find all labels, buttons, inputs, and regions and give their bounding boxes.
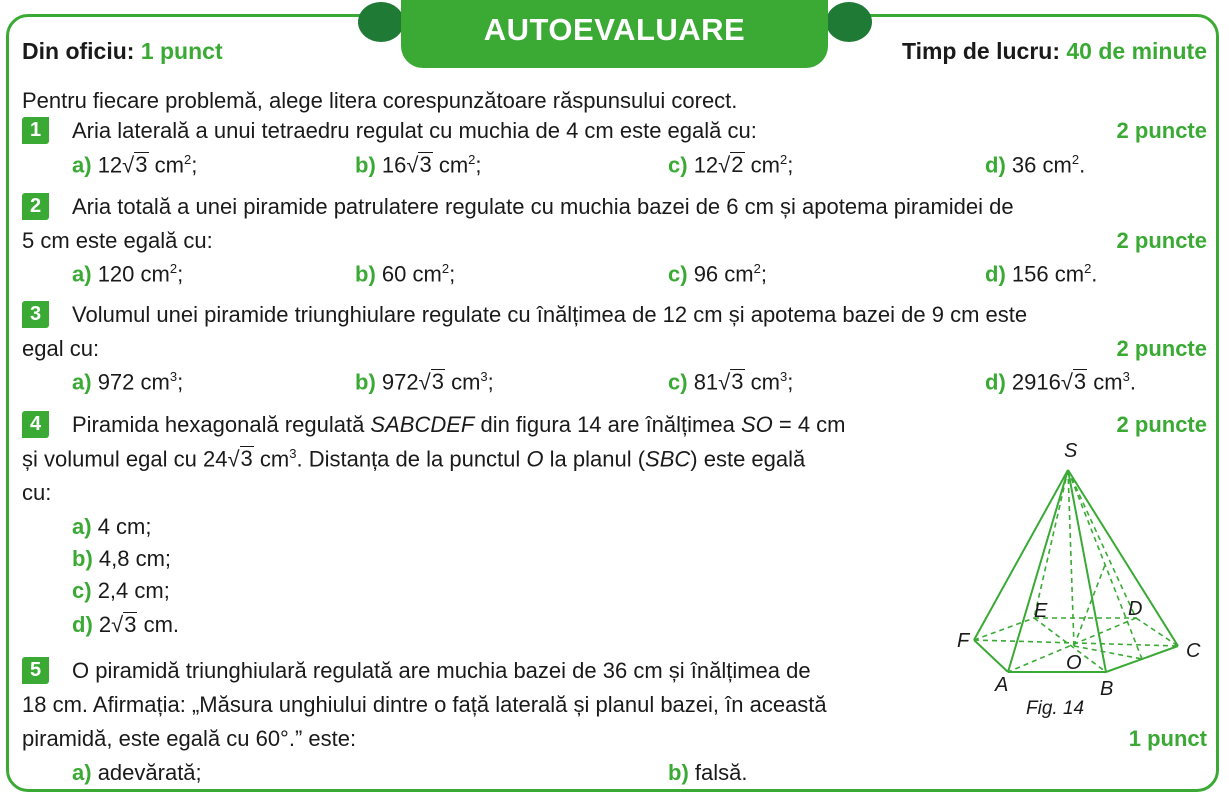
problem-5-badge: 5 [22, 657, 49, 684]
problem-1-option-d[interactable]: d) 36 $cm^2$. [985, 152, 1086, 178]
timp-label: Timp de lucru: [901, 38, 1060, 64]
problem-3-option-c[interactable]: c) 81√3 $cm^3$; [668, 369, 794, 395]
apothem-OM [1074, 646, 1142, 659]
vertex-O: O [1066, 652, 1082, 674]
problem-5-text-2: 18 cm. Afirmația: „Măsura unghiului dintre o față laterală și planul bazei, în această [22, 692, 827, 717]
vertex-B: B [1100, 678, 1114, 700]
problem-5-text-1: O piramidă triunghiulară regulată are muchia bazei de 36 cm și înălțimea de [72, 658, 811, 683]
problem-2-option-d[interactable]: d) 156 $cm^2$. [985, 261, 1098, 287]
problem-4-text-2: și volumul egal cu 24√3 $cm^3$. Distanța de la punctul O la planul (SBC) este egală [22, 446, 806, 472]
instruction: Pentru fiecare problemă, alege litera corespunzătoare răspunsului corect. [22, 88, 738, 113]
tab-ear-left [358, 2, 404, 42]
problem-1-option-b[interactable]: b) 16√3 $cm^2$; [355, 152, 482, 178]
problem-5-points: 1 punct [1128, 726, 1207, 751]
figure-caption: Fig. 14 [1026, 698, 1085, 719]
problem-1-option-a[interactable]: a) 12√3 $cm^2$; [72, 152, 198, 178]
problem-1-option-c[interactable]: c) 12√2 $cm^2$; [668, 152, 794, 178]
problem-5-text-3: piramidă, este egală cu 60°.” este: [22, 726, 357, 751]
problem-1-badge: 1 [22, 117, 49, 144]
problem-3-text-1: Volumul unei piramide triunghiulare regulate cu înălțimea de 12 cm și apotema bazei de 9 cm este [72, 302, 1028, 327]
problem-4-text-1: Piramida hexagonală regulată SABCDEF din figura 14 are înălțimea SO = 4 cm [72, 412, 846, 437]
page-title: AUTOEVALUARE [483, 12, 746, 47]
vertex-E: E [1034, 600, 1048, 622]
vertex-C: C [1186, 640, 1201, 662]
problem-2-text-1: Aria totală a unei piramide patrulatere regulate cu muchia bazei de 6 cm și apotema piramidei de [72, 194, 1014, 219]
vertex-A: A [995, 674, 1009, 696]
problem-4-option-a[interactable]: a) 4 cm; [72, 514, 152, 539]
problem-2-badge: 2 [22, 193, 49, 220]
vertex-D: D [1128, 598, 1143, 620]
problem-2-option-c[interactable]: c) 96 $cm^2$; [668, 261, 767, 287]
problem-3-badge: 3 [22, 301, 49, 328]
edge-SF [974, 470, 1068, 640]
problem-4-badge: 4 [22, 411, 49, 438]
edge-FE [974, 618, 1034, 640]
problem-3-option-a[interactable]: a) 972 $cm^3$; [72, 369, 184, 395]
din-oficiu-label: Din oficiu: [22, 38, 135, 64]
timp-value: 40 de minute [1066, 38, 1207, 64]
problem-3-points: 2 puncte [1116, 336, 1207, 361]
apothem-SM [1068, 470, 1142, 659]
problem-3-option-b[interactable]: b) 972√3 $cm^3$; [355, 369, 494, 395]
problem-4-text-3: cu: [22, 480, 52, 505]
problem-1-points: 2 puncte [1116, 118, 1207, 143]
problem-4-option-c[interactable]: c) 2,4 cm; [72, 578, 170, 603]
edge-DC [1136, 618, 1178, 646]
tab-ear-right [826, 2, 872, 42]
problem-2-option-a[interactable]: a) 120 $cm^2$; [72, 261, 184, 287]
timp-de-lucru [902, 38, 1207, 65]
edge-FA [974, 640, 1008, 672]
edge-SD [1068, 470, 1136, 618]
problem-4-points: 2 puncte [1116, 412, 1207, 437]
problem-2-option-b[interactable]: b) 60 $cm^2$; [355, 261, 456, 287]
problem-2-points: 2 puncte [1116, 228, 1207, 253]
problem-3-option-d[interactable]: d) 2916√3 $cm^3$. [985, 369, 1136, 395]
problem-5-option-b[interactable]: b) falsă. [668, 760, 748, 785]
din-oficiu [22, 38, 223, 65]
din-oficiu-value: 1 punct [140, 38, 223, 64]
problem-2-text-2: 5 cm este egală cu: [22, 228, 213, 253]
edge-SE [1034, 470, 1068, 618]
vertex-F: F [957, 630, 970, 652]
problem-5-option-a[interactable]: a) adevărată; [72, 760, 202, 785]
problem-4-option-d[interactable]: d) 2√3 cm. [72, 612, 180, 637]
problem-4-option-b[interactable]: b) 4,8 cm; [72, 546, 172, 571]
problem-1-text: Aria laterală a unui tetraedru regulat cu muchia de 4 cm este egală cu: [72, 118, 757, 143]
problem-3-text-2: egal cu: [22, 336, 100, 361]
vertex-S: S [1064, 440, 1078, 462]
